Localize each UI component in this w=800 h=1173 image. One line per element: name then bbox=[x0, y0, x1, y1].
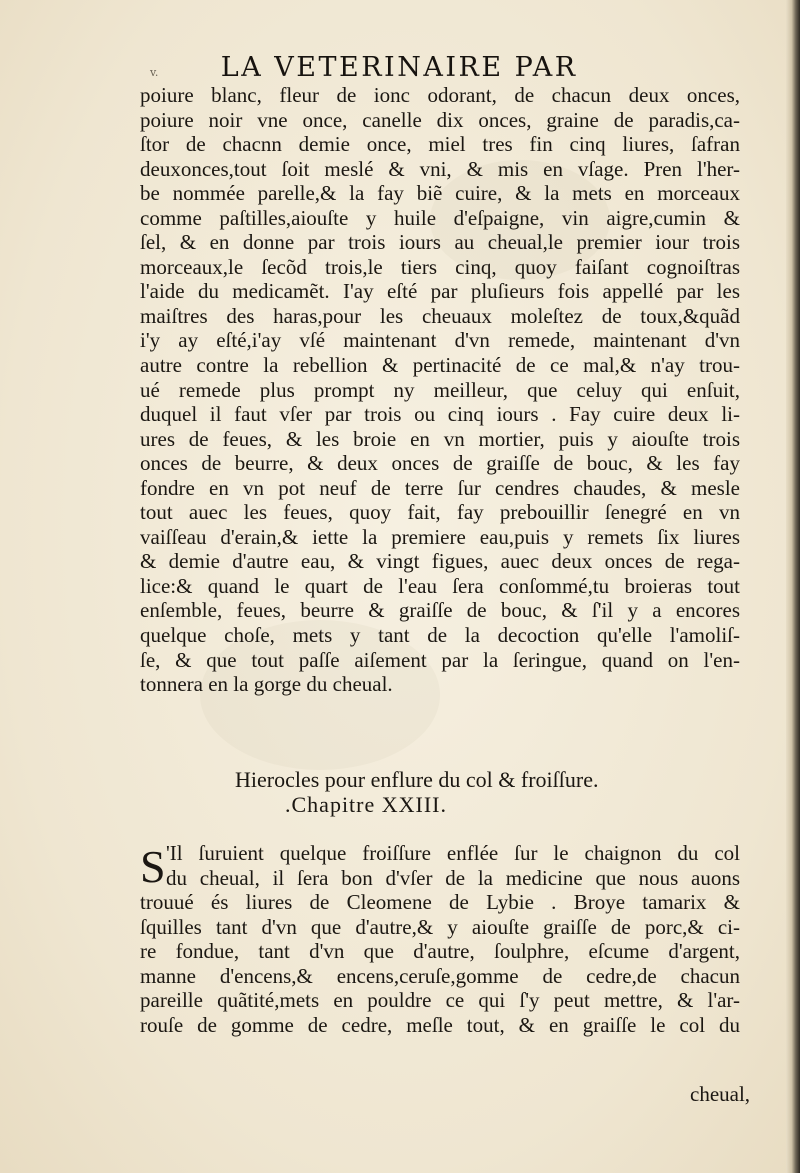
running-title: LA VETERINAIRE PAR bbox=[220, 52, 578, 83]
text-line: morceaux,le ſecõd trois,le tiers cinq, quoy faiſant cognoiſtras bbox=[140, 254, 740, 279]
chapter-title: Hierocles pour enflure du col & froiſſure. bbox=[235, 767, 599, 792]
text-line: comme paſtilles,aiouſte y huile d'eſpaigne, vin aigre,cumin & bbox=[140, 205, 740, 230]
text-line: manne d'encens,& encens,ceruſe,gomme de cedre,de chacun bbox=[140, 963, 740, 988]
text-line: rouſe de gomme de cedre, meſle tout, & en graiſſe le col du bbox=[140, 1012, 740, 1037]
text-line: re fondue, tant d'vn que d'autre, ſoulphre, eſcume d'argent, bbox=[140, 939, 740, 964]
text-line: pareille quãtité,mets en pouldre ce qui ſ'y peut mettre, & l'ar- bbox=[140, 988, 740, 1013]
text-line: deuxonces,tout ſoit meslé & vni, & mis en vſage. Pren l'her- bbox=[140, 156, 740, 181]
text-line: ſel, & en donne par trois iours au cheual,le premier iour trois bbox=[140, 230, 740, 255]
chapter-body-lines bbox=[140, 890, 740, 1037]
chapter-text bbox=[140, 841, 740, 1037]
text-line: poiure noir vne once, canelle dix onces, graine de paradis,ca- bbox=[140, 107, 740, 132]
text-line: onces de beurre, & deux onces de graiſſe de bouc, & les fay bbox=[140, 451, 740, 476]
text-line: du cheual, il ſera bon d'vſer de la medicine que nous auons bbox=[166, 865, 740, 890]
drop-cap-letter: S bbox=[140, 841, 166, 892]
text-line: tout auec les feues, quoy fait, fay prebouillir ſenegré en vn bbox=[140, 500, 740, 525]
text-line: maiſtres des haras,pour les cheuaux moleſtez de toux,&quãd bbox=[140, 303, 740, 328]
text-line: tonnera en la gorge du cheual. bbox=[140, 672, 393, 697]
text-line: i'y ay eſté,i'ay vſé maintenant d'vn remede, maintenant d'vn bbox=[140, 328, 740, 353]
text-line: duquel il faut vſer par trois ou cinq iours . Fay cuire deux li- bbox=[140, 402, 740, 427]
text-line: ué remede plus prompt ny meilleur, que celuy qui enſuit, bbox=[140, 377, 740, 402]
chapter-opening bbox=[140, 841, 740, 890]
text-line: fondre en vn pot neuf de terre ſur cendres chaudes, & mesle bbox=[140, 475, 740, 500]
text-line: 'Il ſuruient quelque froiſſure enflée ſur le chaignon du col bbox=[166, 841, 740, 865]
opening-lines bbox=[140, 841, 740, 890]
text-line: & demie d'autre eau, & vingt figues, auec deux onces de rega- bbox=[140, 549, 740, 574]
text-line: autre contre la rebellion & pertinacité de ce mal,& n'ay trou- bbox=[140, 353, 740, 378]
text-line: quelque choſe, mets y tant de la decoction qu'elle l'amoliſ- bbox=[140, 623, 740, 648]
text-line: be nommée parelle,& la fay biẽ cuire, & la mets en morceaux bbox=[140, 181, 740, 206]
text-line: vaiſſeau d'erain,& iette la premiere eau,puis y remets ſix liures bbox=[140, 524, 740, 549]
text-line: lice:& quand le quart de l'eau ſera conſommé,tu broieras tout bbox=[140, 573, 740, 598]
text-line: ures de feues, & les broie en vn mortier, puis y aiouſte trois bbox=[140, 426, 740, 451]
text-line: l'aide du medicamẽt. I'ay eſté par pluſieurs fois appellé par les bbox=[140, 279, 740, 304]
text-line: ſtor de chacnn demie once, miel tres fin cinq liures, ſafran bbox=[140, 132, 740, 157]
text-line: ſe, & que tout paſſe aiſement par la ſeringue, quand on l'en- bbox=[140, 647, 740, 672]
text-line: enſemble, feues, beurre & graiſſe de bouc, & ſ'il y a encores bbox=[140, 598, 740, 623]
text-line: trouué és liures de Cleomene de Lybie . Broye tamarix & bbox=[140, 890, 740, 915]
text-line: ſquilles tant d'vn que d'autre,& y aiouſte graiſſe de porc,& ci- bbox=[140, 914, 740, 939]
catchword: cheual, bbox=[690, 1082, 751, 1106]
chapter-number: .Chapitre XXIII. bbox=[285, 792, 448, 817]
running-header bbox=[150, 52, 620, 83]
body-text bbox=[140, 83, 740, 697]
binding-edge bbox=[786, 0, 800, 1173]
text-line: poiure blanc, fleur de ionc odorant, de chacun deux onces, bbox=[140, 83, 740, 107]
chapter-heading bbox=[140, 767, 740, 817]
page-mark: v. bbox=[150, 66, 159, 79]
